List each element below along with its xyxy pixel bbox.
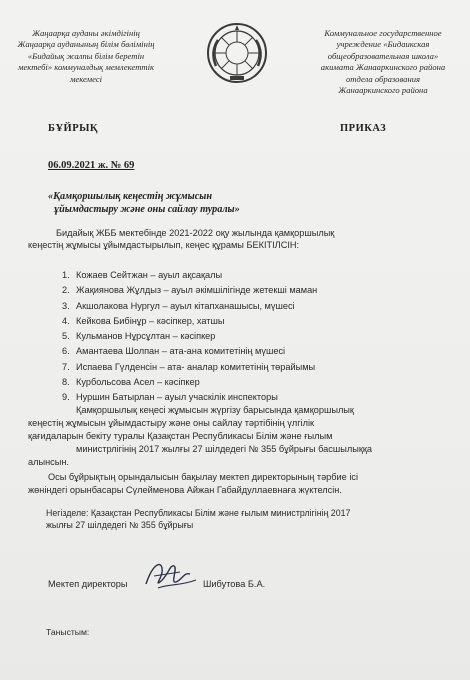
header-left-line: Жаңаарқа ауданының білім бөлімінің [17, 39, 155, 50]
header-right-line: Жанааркинского района [338, 85, 428, 96]
paragraph-line: қағидаларын бекіту туралы Қазақстан Республикасы Білім және ғылым [28, 431, 333, 441]
list-item: 1. Кожаев Сейтжан – ауыл ақсақалы [62, 270, 223, 280]
list-item: 8. Курбольсова Асел – кәсіпкер [62, 377, 200, 388]
member-text: Амантаева Шолпан – ата-ана комитетінің мүшесі [76, 346, 286, 357]
order-subject [48, 190, 240, 216]
header-right-line: общеобразовательная школа» [327, 50, 439, 61]
member-text: Курбольсова Асел – кәсіпкер [76, 377, 200, 388]
acknowledged-label: Таныстым: [46, 627, 90, 637]
note-line: Негізделе: Қазақстан Республикасы Білім және ғылым министрлігінің 2017 [46, 508, 351, 518]
title-russian: ПРИКАЗ [340, 123, 387, 134]
header-right-russian [300, 28, 466, 96]
director-name: Шибутова Б.А. [203, 579, 266, 589]
intro-line: кеңестің жұмысы ұйымдастырылып, кеңес құрамы БЕКІТІЛСІН: [28, 239, 300, 250]
header-left-line: «Бидайық жалпы білім беретін [27, 50, 145, 61]
guidance-paragraph [28, 404, 448, 469]
list-item: 6. Амантаева Шолпан – ата-ана комитетінің мүшесі [62, 346, 286, 357]
list-item: 7. Испаева Гүлденсін – ата- аналар комитетінің төрайымы [62, 361, 316, 372]
paragraph-line: кеңестің жұмысын ұйымдастыру және оны сайлау тәртібінің үлгілік [28, 418, 315, 428]
title-kazakh: БҰЙРЫҚ [48, 123, 99, 134]
paragraph-line: Осы бұйрықтың орындалысын бақылау мектеп директорының тәрбие ісі [48, 472, 359, 482]
note-line: жылғы 27 шілдедегі № 355 бұйрығы [46, 519, 194, 530]
header-right-line: отдела образования [345, 73, 420, 84]
member-text: Испаева Гүлденсін – ата- аналар комитетінің төрайымы [76, 361, 316, 372]
header-right-line: акимата Жанааркинского района [320, 62, 446, 73]
header-left-kazakh [6, 28, 166, 85]
member-text: Нуршин Батырлан – ауыл учаскілік инспекторы [76, 392, 278, 403]
header-left-line: мектебі» коммуналдық мемлекеттік [17, 62, 155, 73]
list-item: 2. Жақиянова Жұлдыз – ауыл әкімшілігінде жетекші маман [62, 285, 318, 296]
header-left-line: мекемесі [69, 73, 103, 84]
intro-line: Бидайық ЖББ мектебінде 2021-2022 оқу жылында қамқоршылық [56, 228, 335, 238]
paragraph-line: Қамқоршылық кеңесі жұмысын жүргізу барысында қамқоршылық [76, 405, 354, 415]
list-item: 5. Кульманов Нұрсұлтан – кәсіпкер [62, 331, 216, 342]
member-text: Кожаев Сейтжан – ауыл ақсақалы [76, 270, 223, 280]
paragraph-line: жөніндегі орынбасары Сүлейменова Айжан Габайдуллаевнаға жүктелсін. [28, 485, 342, 495]
header-right-line: учреждение «Бидаикская [336, 39, 430, 50]
members-list [62, 268, 317, 406]
list-item: 3. Акшолакова Нургул – ауыл кітапханашысы, мүшесі [62, 300, 295, 311]
basis-note [46, 508, 350, 532]
subject-line: «Қамқоршылық кеңестің жұмысын [48, 191, 212, 202]
list-item: 4. Кейкова Бибінұр – кәсіпкер, хатшы [62, 315, 225, 326]
header-left-line: Жаңаарқа ауданы әкімдігінің [32, 28, 140, 38]
director-label: Мектеп директоры [48, 579, 128, 589]
list-item: 9. Нуршин Батырлан – ауыл учаскілік инспекторы [62, 392, 278, 403]
member-text: Жақиянова Жұлдыз – ауыл әкімшілігінде жетекші маман [76, 285, 318, 296]
paragraph-line: министрлігінің 2017 жылғы 27 шілдедегі № 355 бұйрығы басшылыққа [76, 444, 372, 454]
control-paragraph [28, 471, 448, 497]
intro-paragraph [28, 228, 444, 252]
state-emblem-icon [206, 22, 268, 84]
order-date-number: 06.09.2021 ж. № 69 [48, 160, 135, 171]
member-text: Акшолакова Нургул – ауыл кітапханашысы, мүшесі [76, 300, 295, 311]
member-text: Кульманов Нұрсұлтан – кәсіпкер [76, 331, 216, 342]
member-text: Кейкова Бибінұр – кәсіпкер, хатшы [76, 315, 225, 326]
handwritten-signature [140, 558, 200, 592]
header-right-line: Коммунальное государственное [324, 28, 442, 38]
subject-line: ұйымдастыру және оны сайлау туралы» [54, 204, 240, 215]
paragraph-line: алынсын. [28, 457, 69, 467]
